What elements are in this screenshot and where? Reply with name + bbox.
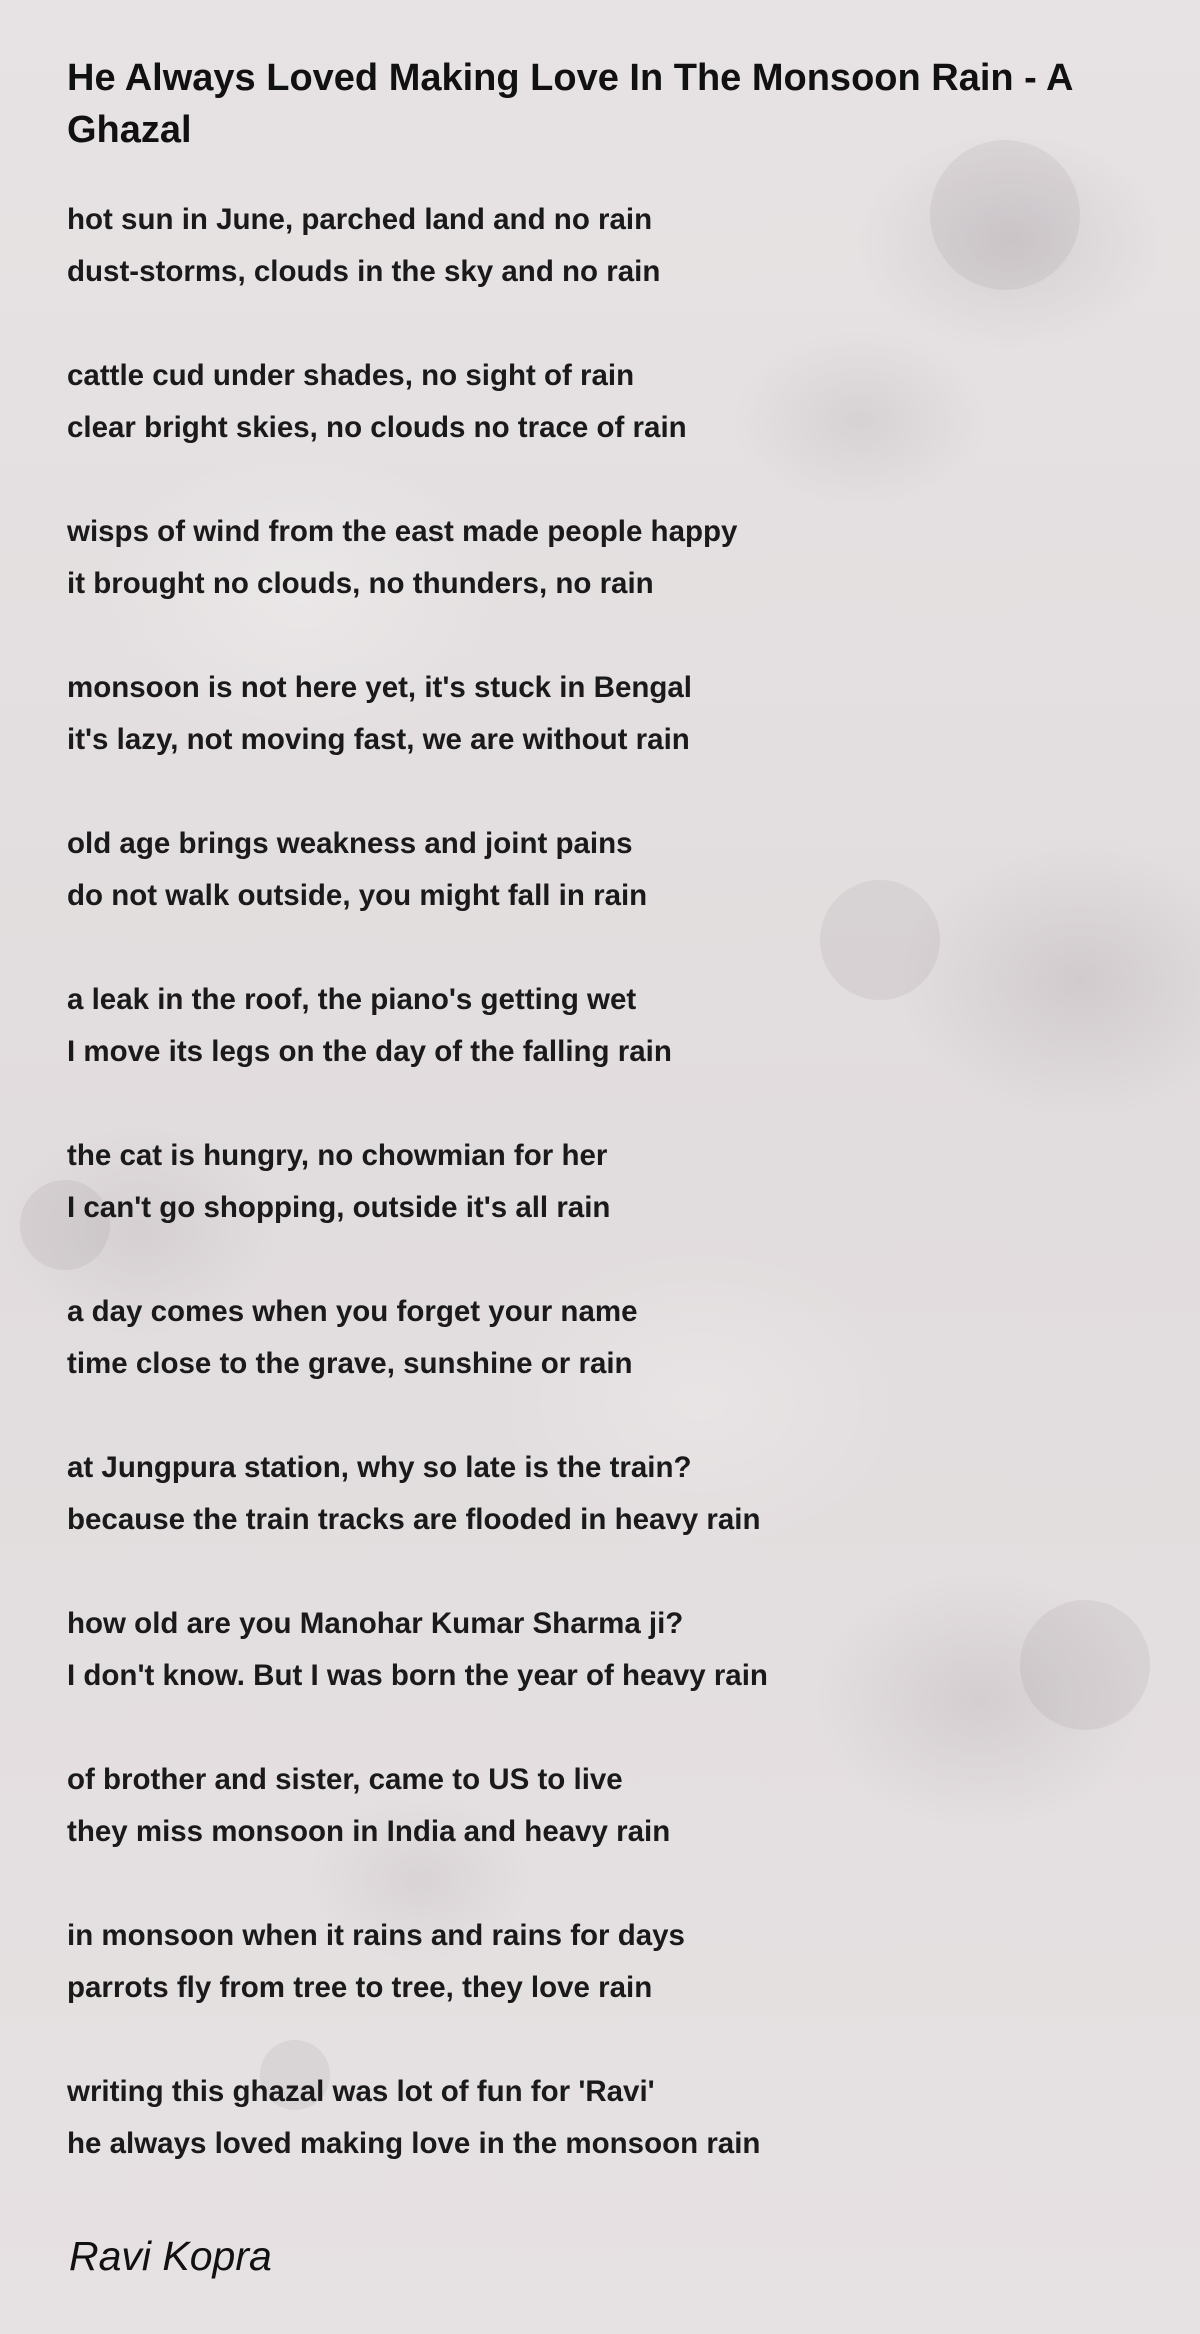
stanza bbox=[67, 2066, 1127, 2170]
poem-line: time close to the grave, sunshine or rain bbox=[67, 1347, 633, 1380]
poem-title: He Always Loved Making Love In The Monsoon Rain - A Ghazal bbox=[67, 57, 1072, 151]
poem-line: the cat is hungry, no chowmian for her bbox=[67, 1139, 608, 1172]
poem-line: a leak in the roof, the piano's getting wet bbox=[67, 983, 637, 1016]
poem-line: hot sun in June, parched land and no rain bbox=[67, 203, 653, 236]
stanza bbox=[67, 818, 1127, 922]
poem-line: I move its legs on the day of the falling rain bbox=[67, 1035, 672, 1068]
poem-line: cattle cud under shades, no sight of rain bbox=[67, 359, 635, 392]
poem-line: it brought no clouds, no thunders, no rain bbox=[67, 567, 654, 600]
poem-line: it's lazy, not moving fast, we are without rain bbox=[67, 723, 690, 756]
poem-line: of brother and sister, came to US to live bbox=[67, 1763, 623, 1796]
stanza bbox=[67, 662, 1127, 766]
poem-line: he always loved making love in the monsoon rain bbox=[67, 2127, 761, 2160]
poem-line: how old are you Manohar Kumar Sharma ji? bbox=[67, 1607, 684, 1640]
poem-author: Ravi Kopra bbox=[69, 2233, 272, 2279]
stanza bbox=[67, 1286, 1127, 1390]
stanza bbox=[67, 194, 1127, 298]
poem-line: because the train tracks are flooded in heavy rain bbox=[67, 1503, 761, 1536]
stanza bbox=[67, 506, 1127, 610]
poem-line: wisps of wind from the east made people happy bbox=[67, 515, 738, 548]
stanza bbox=[67, 1442, 1127, 1546]
stanza bbox=[67, 1598, 1127, 1702]
poem-line: they miss monsoon in India and heavy rain bbox=[67, 1815, 671, 1848]
poem-line: in monsoon when it rains and rains for days bbox=[67, 1919, 685, 1952]
poem-line: dust-storms, clouds in the sky and no rain bbox=[67, 255, 661, 288]
poem-line: I can't go shopping, outside it's all rain bbox=[67, 1191, 611, 1224]
poem-line: I don't know. But I was born the year of heavy rain bbox=[67, 1659, 768, 1692]
stanza bbox=[67, 350, 1127, 454]
poem-line: monsoon is not here yet, it's stuck in Bengal bbox=[67, 671, 692, 704]
poem-line: a day comes when you forget your name bbox=[67, 1295, 638, 1328]
poem-container bbox=[67, 52, 1127, 2222]
poem-line: do not walk outside, you might fall in rain bbox=[67, 879, 648, 912]
poem-line: writing this ghazal was lot of fun for 'Ravi' bbox=[67, 2075, 655, 2108]
stanza bbox=[67, 974, 1127, 1078]
poem-line: at Jungpura station, why so late is the train? bbox=[67, 1451, 692, 1484]
stanza bbox=[67, 1754, 1127, 1858]
stanza bbox=[67, 1130, 1127, 1234]
stanza bbox=[67, 1910, 1127, 2014]
poem-line: parrots fly from tree to tree, they love rain bbox=[67, 1971, 653, 2004]
poem-line: clear bright skies, no clouds no trace of rain bbox=[67, 411, 687, 444]
poem-body bbox=[67, 194, 1127, 2170]
poem-line: old age brings weakness and joint pains bbox=[67, 827, 633, 860]
